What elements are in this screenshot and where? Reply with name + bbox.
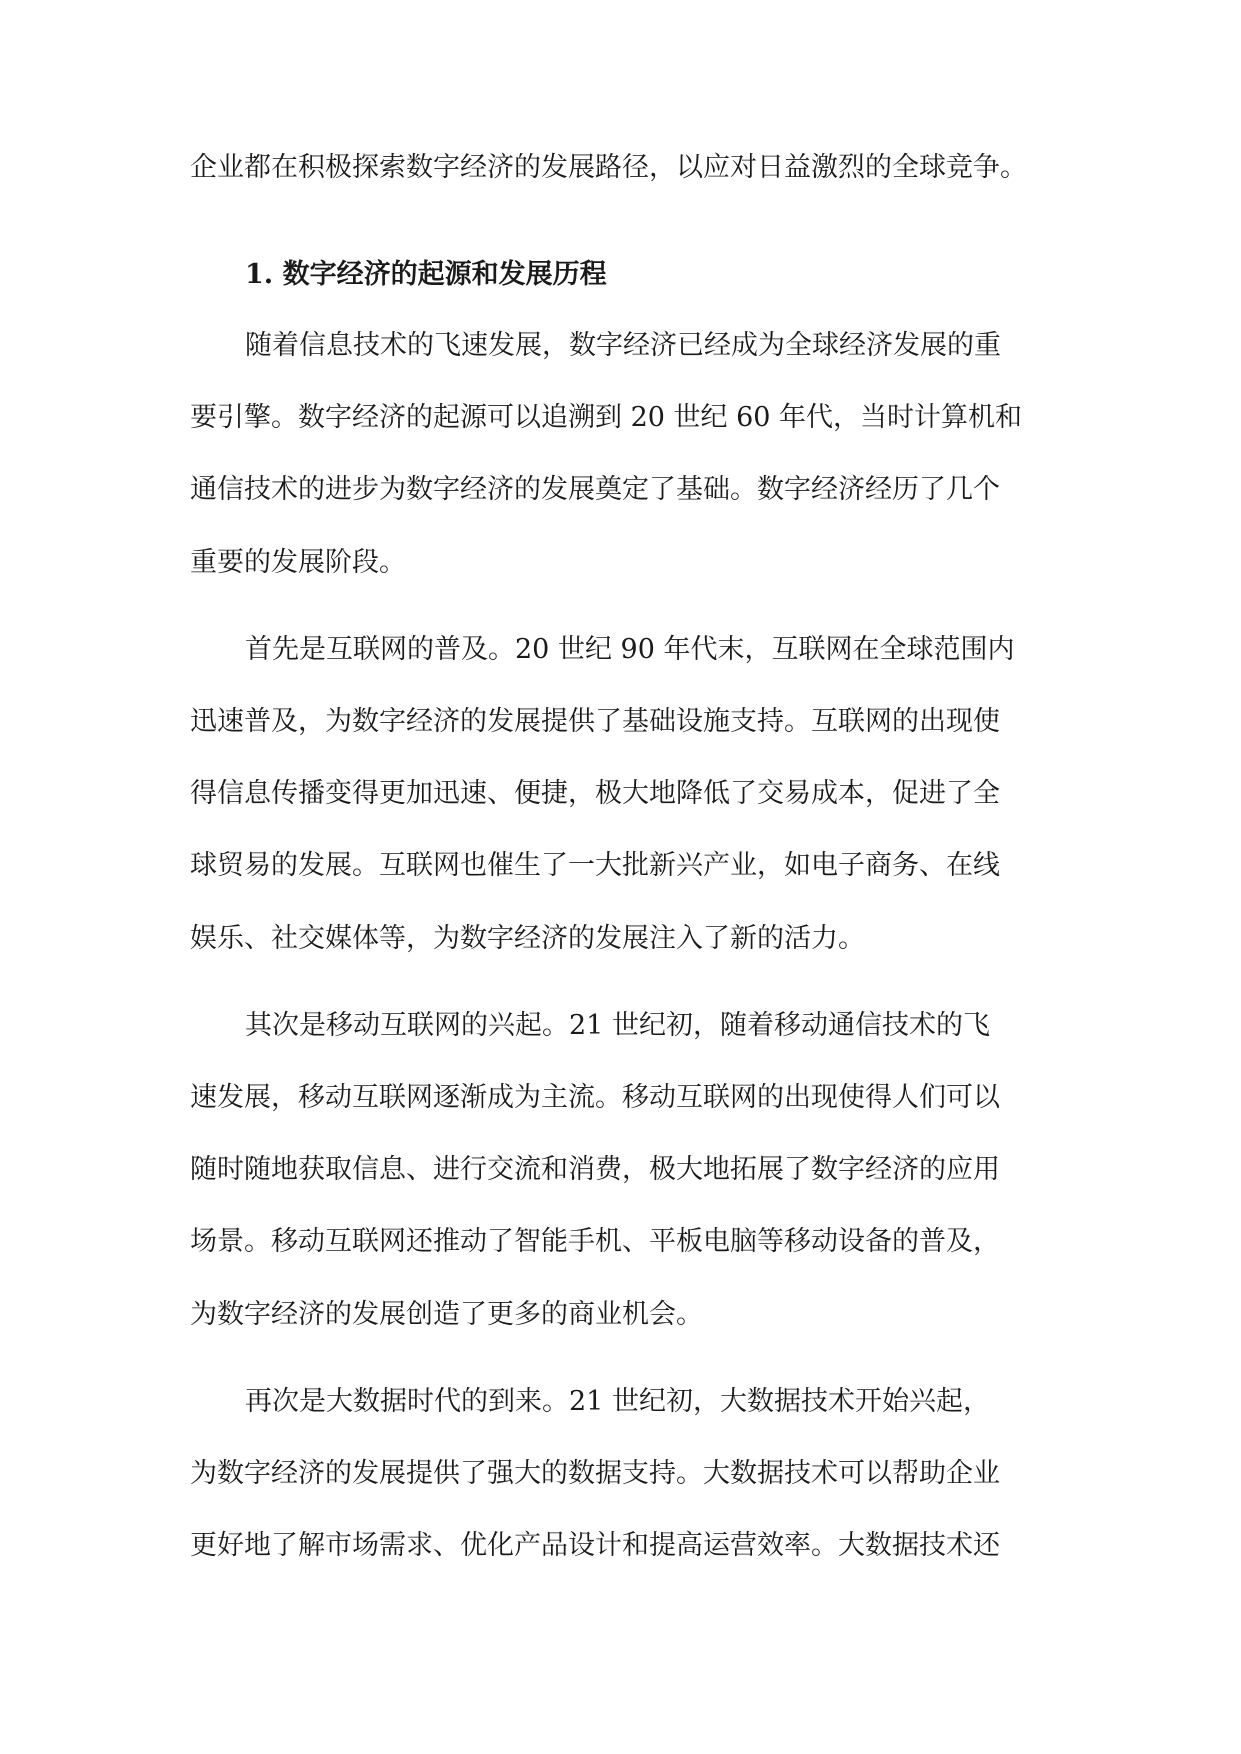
text-line: 更好地了解市场需求、优化产品设计和提高运营效率。大数据技术还	[190, 1530, 1000, 1561]
text-line: 速发展，移动互联网逐渐成为主流。移动互联网的出现使得人们可以	[190, 1082, 1000, 1113]
text-line: 首先是互联网的普及。20 世纪 90 年代末，互联网在全球范围内	[245, 634, 1015, 665]
section-heading: 1. 数字经济的起源和发展历程	[245, 259, 607, 290]
text-line: 重要的发展阶段。	[190, 547, 406, 578]
text-line: 通信技术的进步为数字经济的发展奠定了基础。数字经济经历了几个	[190, 474, 1000, 505]
text-line: 场景。移动互联网还推动了智能手机、平板电脑等移动设备的普及，	[190, 1226, 1000, 1257]
text-line: 要引擎。数字经济的起源可以追溯到 20 世纪 60 年代，当时计算机和	[190, 402, 1023, 433]
text-line: 为数字经济的发展提供了强大的数据支持。大数据技术可以帮助企业	[190, 1458, 1000, 1489]
text-line: 为数字经济的发展创造了更多的商业机会。	[190, 1299, 703, 1330]
text-line: 随着信息技术的飞速发展，数字经济已经成为全球经济发展的重	[245, 330, 1001, 361]
text-line: 企业都在积极探索数字经济的发展路径，以应对日益激烈的全球竞争。	[190, 152, 1027, 183]
text-line: 随时随地获取信息、进行交流和消费，极大地拓展了数字经济的应用	[190, 1154, 1000, 1185]
text-line: 其次是移动互联网的兴起。21 世纪初，随着移动通信技术的飞	[245, 1010, 990, 1041]
text-line: 得信息传播变得更加迅速、便捷，极大地降低了交易成本，促进了全	[190, 778, 1000, 809]
text-line: 娱乐、社交媒体等，为数字经济的发展注入了新的活力。	[190, 923, 865, 954]
text-line: 球贸易的发展。互联网也催生了一大批新兴产业，如电子商务、在线	[190, 850, 1000, 881]
text-line: 迅速普及，为数字经济的发展提供了基础设施支持。互联网的出现使	[190, 706, 1000, 737]
text-line: 再次是大数据时代的到来。21 世纪初，大数据技术开始兴起，	[245, 1386, 990, 1417]
